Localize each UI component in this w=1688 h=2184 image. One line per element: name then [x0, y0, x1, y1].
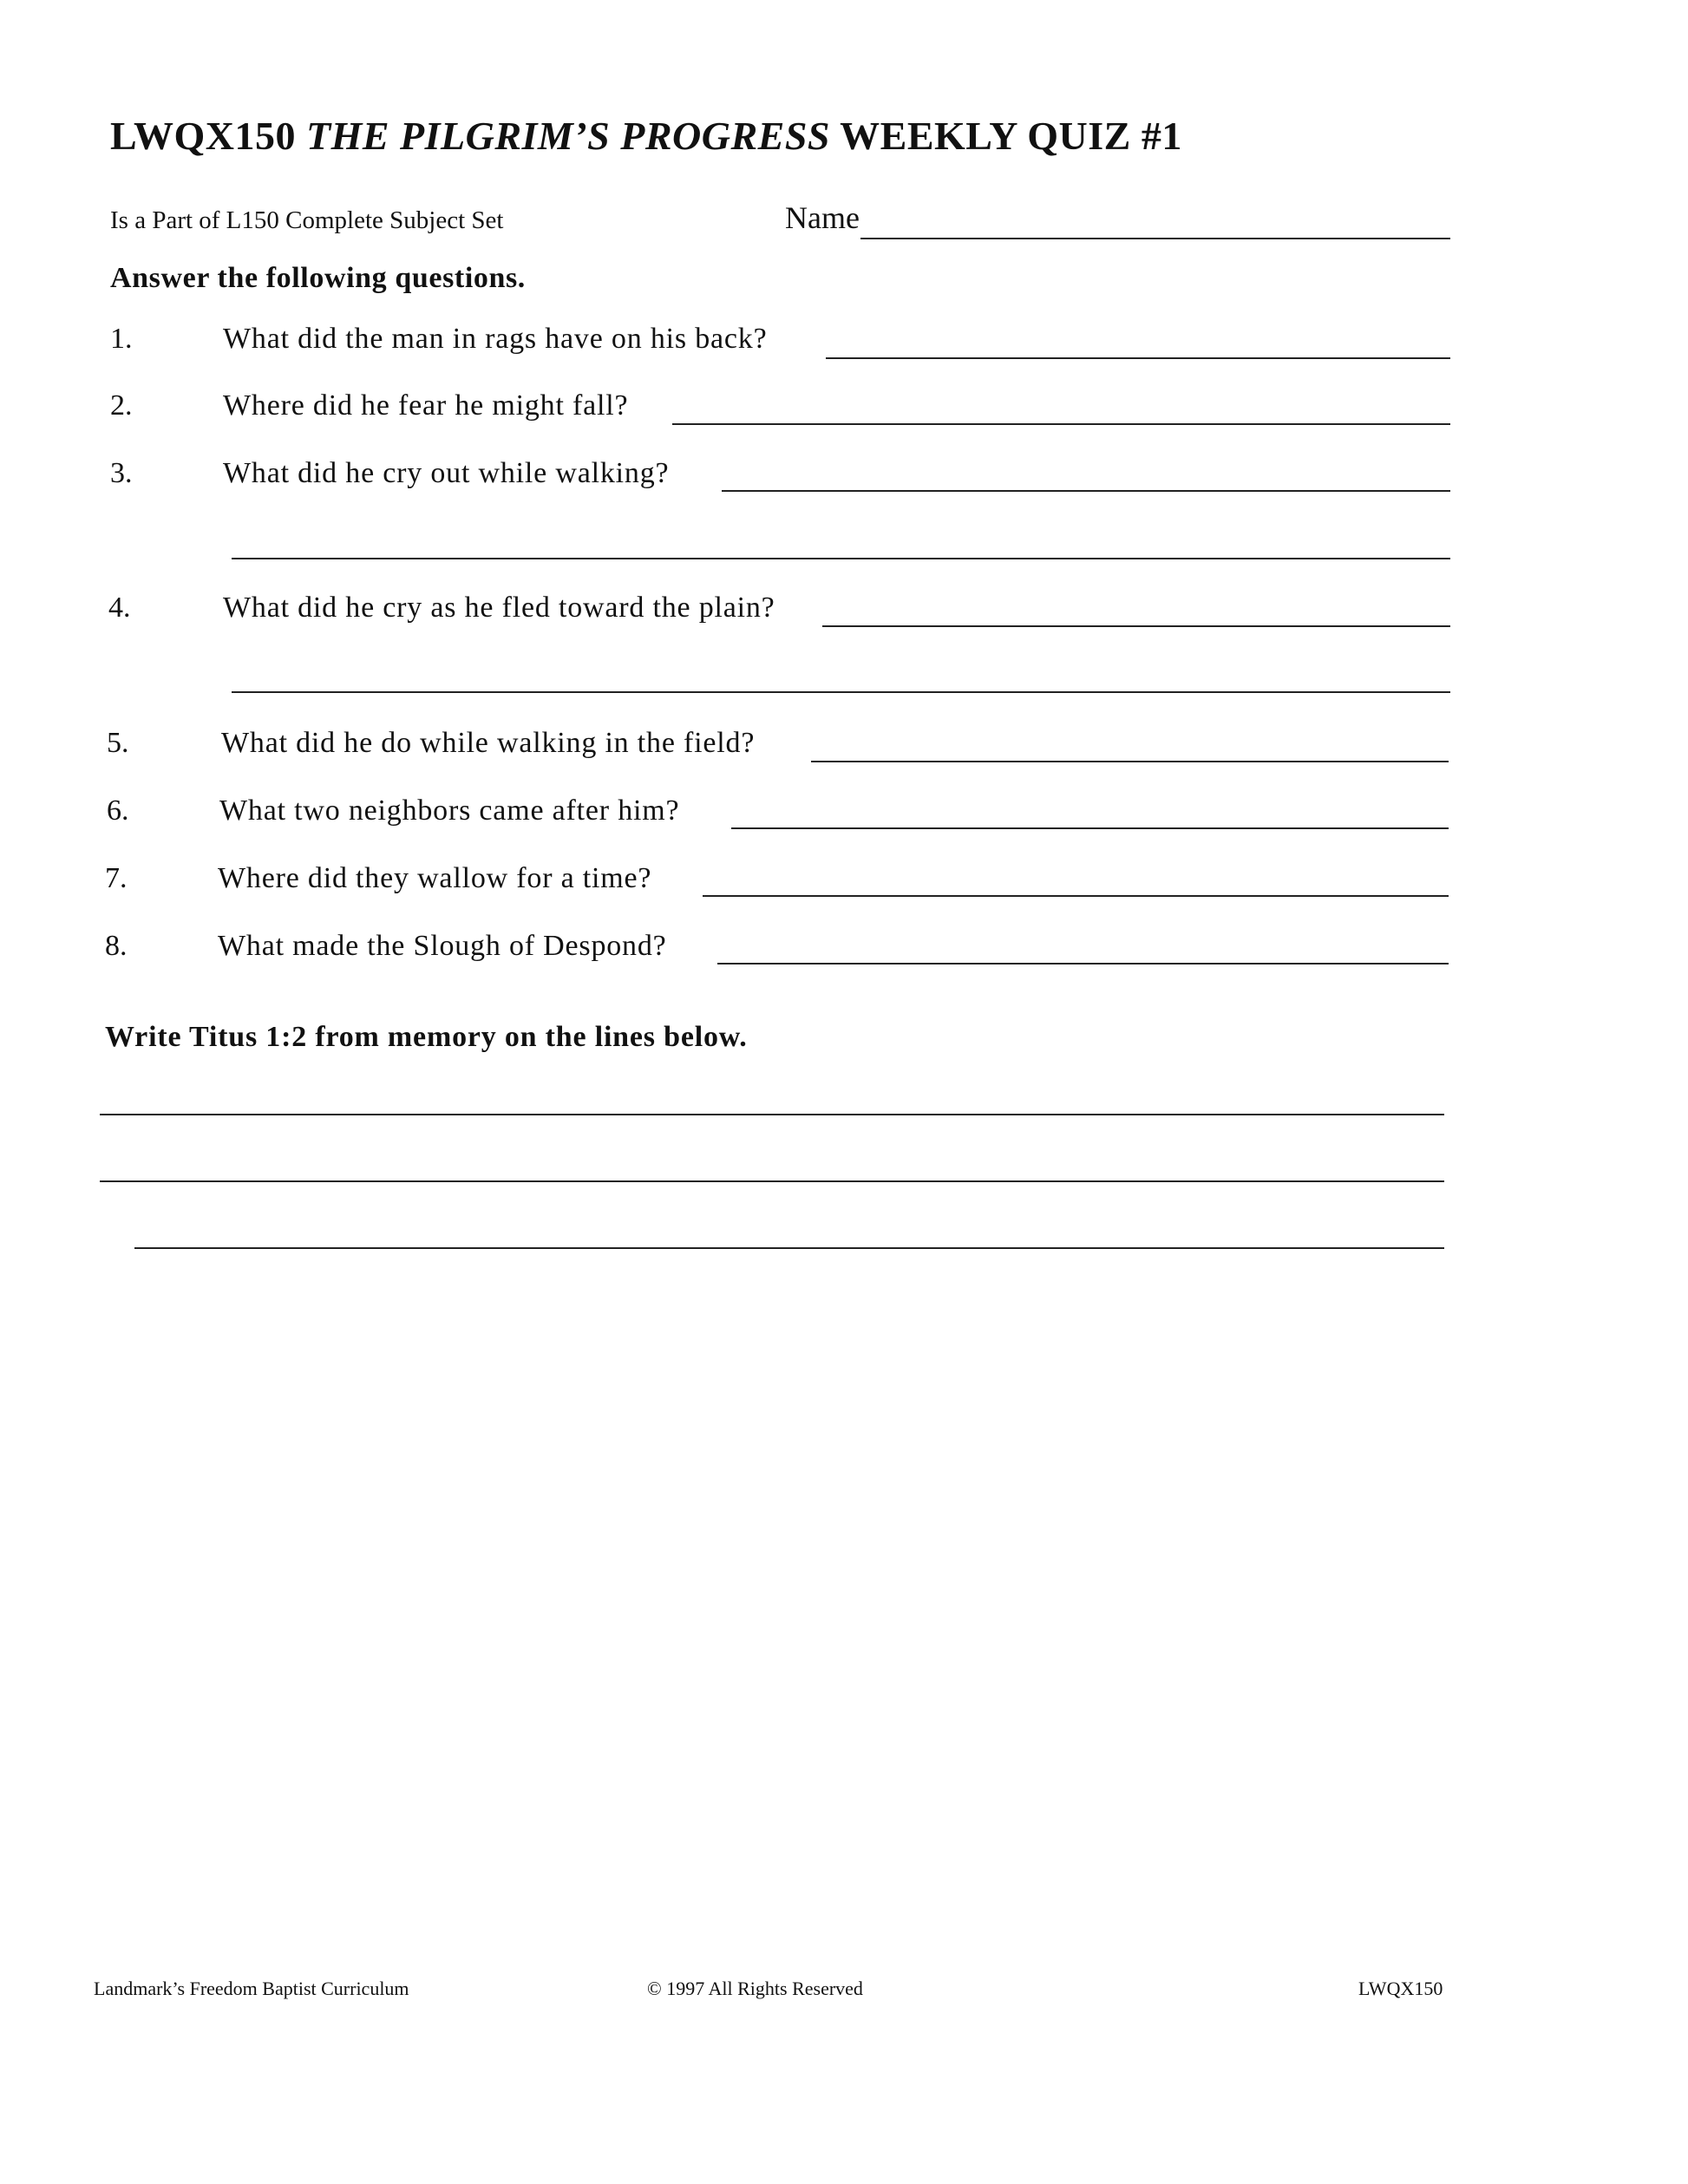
question-number: 8. [105, 930, 128, 962]
subject-set-note: Is a Part of L150 Complete Subject Set [110, 206, 504, 234]
question-text: Where did he fear he might fall? [223, 389, 629, 422]
answer-line[interactable] [672, 423, 1450, 425]
question-number: 3. [110, 457, 133, 489]
footer-code: LWQX150 [1358, 1978, 1443, 1999]
answer-line[interactable] [822, 625, 1450, 627]
question-number: 4. [108, 592, 131, 624]
answer-line[interactable] [811, 761, 1449, 762]
page-title [110, 113, 1182, 159]
question-number: 7. [105, 862, 128, 894]
answer-line[interactable] [731, 827, 1449, 829]
memory-line[interactable] [100, 1180, 1444, 1182]
answer-line-continued[interactable] [232, 691, 1450, 693]
footer-publisher: Landmark’s Freedom Baptist Curriculum [94, 1978, 409, 1999]
title-book: THE PILGRIM’S PROGRESS [305, 114, 830, 158]
instructions-heading: Answer the following questions. [110, 262, 526, 294]
memory-instruction: Write Titus 1:2 from memory on the lines below. [105, 1021, 748, 1053]
title-code: LWQX150 [110, 114, 296, 158]
footer-copyright: © 1997 All Rights Reserved [647, 1978, 863, 1999]
question-text: Where did they wallow for a time? [218, 862, 652, 894]
question-text: What did the man in rags have on his back? [223, 323, 768, 355]
memory-line[interactable] [100, 1114, 1444, 1115]
name-field[interactable] [860, 238, 1450, 239]
answer-line-continued[interactable] [232, 558, 1450, 559]
question-text: What made the Slough of Despond? [218, 930, 667, 962]
answer-line[interactable] [722, 490, 1450, 492]
answer-line[interactable] [826, 357, 1450, 359]
question-number: 2. [110, 389, 133, 422]
answer-line[interactable] [703, 895, 1449, 897]
question-number: 5. [107, 727, 129, 759]
question-text: What did he cry out while walking? [223, 457, 670, 489]
question-text: What did he cry as he fled toward the plain? [223, 592, 775, 624]
title-quiz-label: WEEKLY QUIZ #1 [840, 114, 1182, 158]
question-text: What two neighbors came after him? [219, 794, 680, 827]
question-number: 1. [110, 323, 133, 355]
answer-line[interactable] [717, 963, 1449, 964]
question-number: 6. [107, 794, 129, 827]
memory-line[interactable] [134, 1247, 1444, 1249]
question-text: What did he do while walking in the field? [221, 727, 756, 759]
name-label: Name [785, 200, 860, 235]
